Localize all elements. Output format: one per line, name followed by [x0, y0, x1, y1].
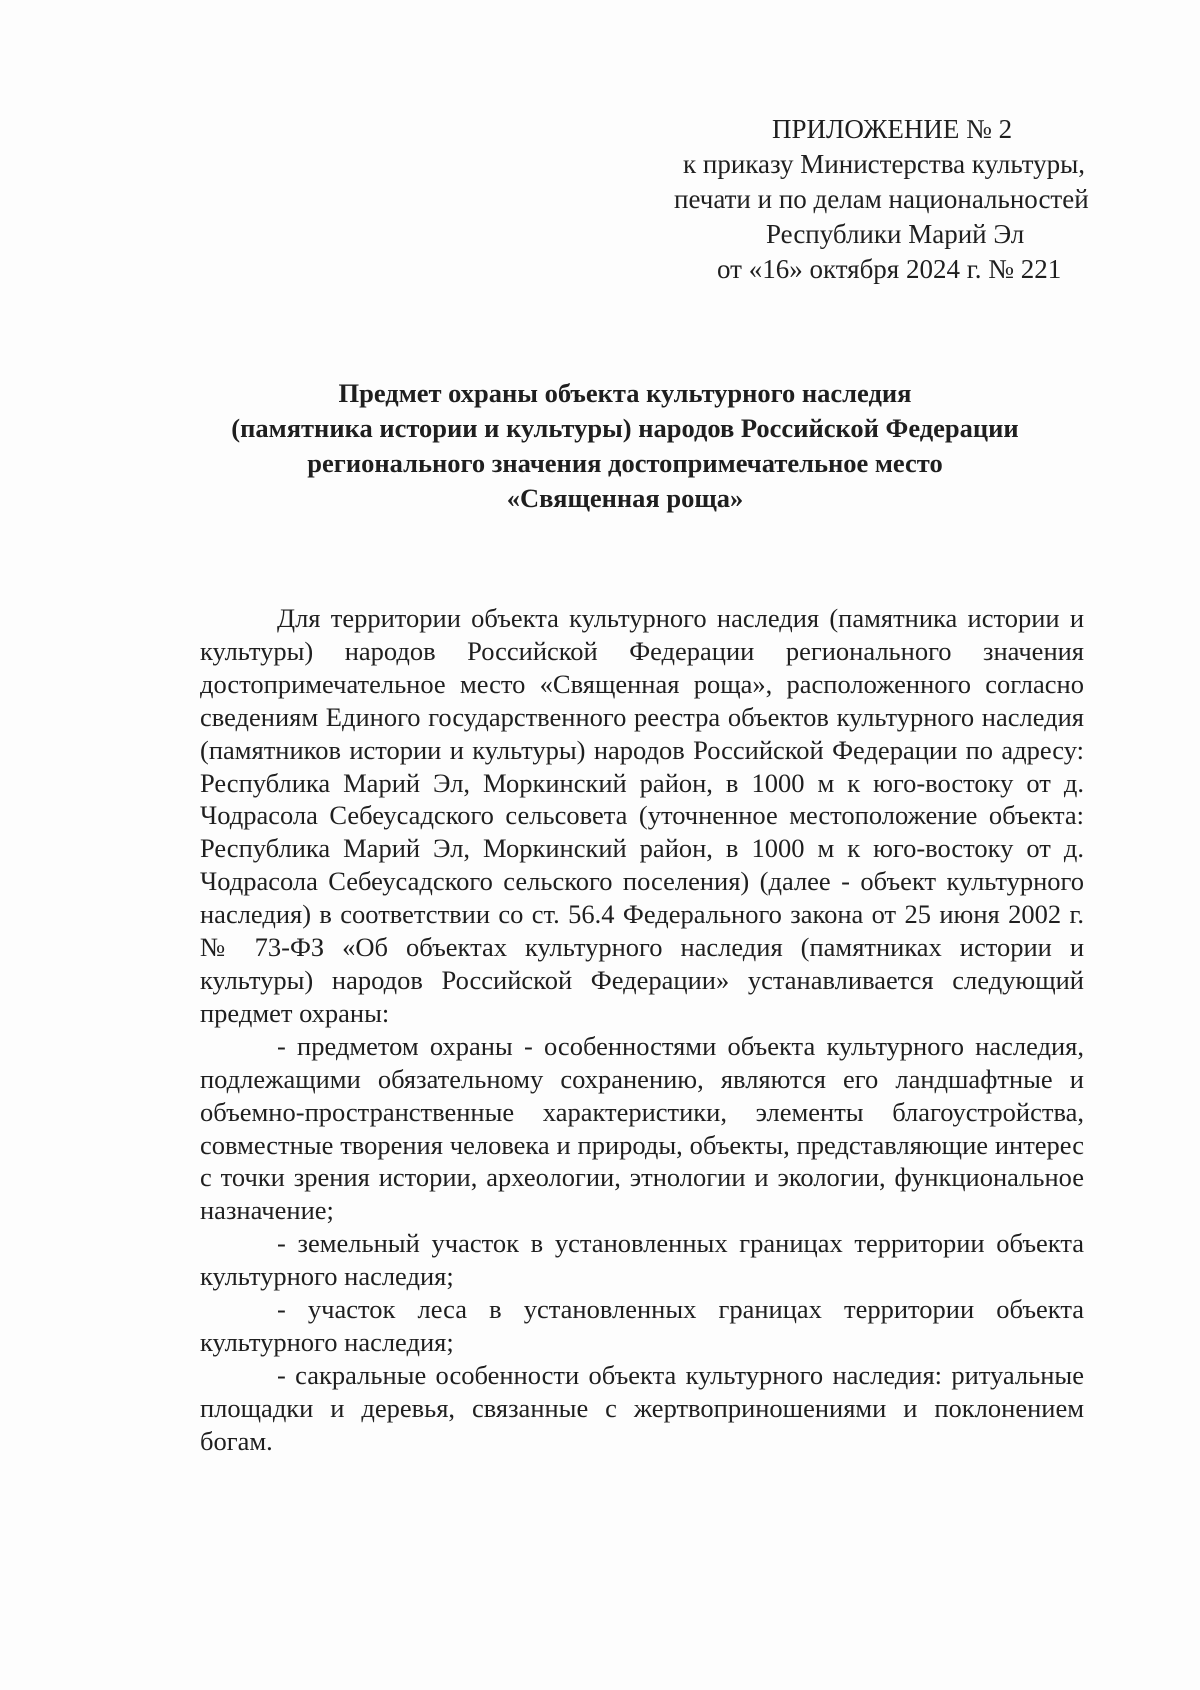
title-line-1: Предмет охраны объекта культурного наследия [338, 378, 912, 408]
appendix-ministry-line: печати и по делам национальностей [674, 184, 1089, 214]
list-item: - предметом охраны - особенностями объекта культурного наследия, подлежащими обязательному сохранению, являются его ландшафтные и объемно-пространственные характеристики, элементы благоустройства, совместные творения человека и природы, объекты, представляющие интерес с точки зрения истории, археологии, этнологии и экологии, функциональное назначение; [200, 1030, 1084, 1226]
title-line-2: (памятника истории и культуры) народов Российской Федерации [231, 413, 1019, 443]
list-item: - сакральные особенности объекта культурного наследия: ритуальные площадки и деревья, связанные с жертвоприношениями и поклонением богам. [200, 1359, 1084, 1456]
title-line-3: регионального значения достопримечательное место [307, 448, 943, 478]
intro-paragraph: Для территории объекта культурного наследия (памятника истории и культуры) народов Российской Федерации регионального значения достопримечательное место «Священная роща», расположенного согласно сведениям Единого государственного реестра объектов культурного наследия (памятников истории и культуры) народов Российской Федерации по адресу: Республика Марий Эл, Моркинский район, в 1000 м к юго-востоку от д. Чодрасола Себеусадского сельсовета (уточненное местоположение объекта: Республика Марий Эл, Моркинский район, в 1000 м к юго-востоку от д. Чодрасола Себеусадского сельского поселения) (далее - объект культурного наследия) в соответствии со ст. 56.4 Федерального закона от 25 июня 2002 г. № 73-ФЗ «Об объектах культурного наследия (памятниках истории и культуры) народов Российской Федерации» устанавливается следующий предмет охраны: [200, 603, 1084, 1028]
list-item: - земельный участок в установленных границах территории объекта культурного наследия; [200, 1228, 1084, 1292]
appendix-republic-line: Республики Марий Эл [766, 219, 1025, 249]
document-body [200, 602, 1084, 1458]
appendix-header [660, 112, 1120, 287]
appendix-number: ПРИЛОЖЕНИЕ № 2 [772, 114, 1013, 144]
document-title [150, 376, 1100, 516]
title-line-4: «Священная роща» [506, 483, 744, 513]
appendix-order-line: к приказу Министерства культуры, [683, 149, 1085, 179]
list-item: - участок леса в установленных границах территории объекта культурного наследия; [200, 1294, 1084, 1357]
appendix-date-line: от «16» октября 2024 г. № 221 [717, 254, 1062, 284]
